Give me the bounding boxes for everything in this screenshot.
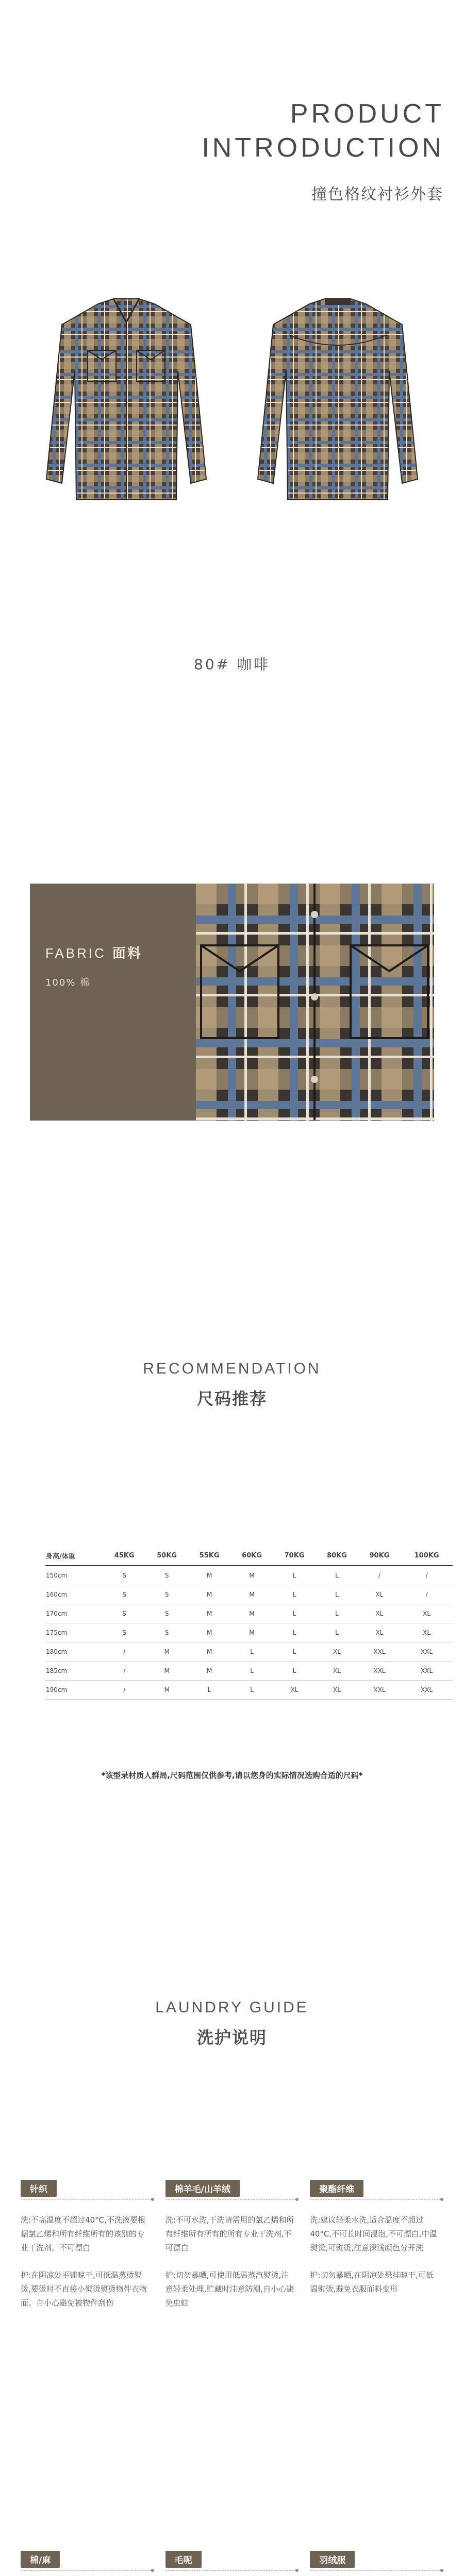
size-value-cell: XXL — [401, 1642, 453, 1662]
size-value-cell: XL — [358, 1604, 401, 1623]
size-note: *该型录材质人群局,尺码范围仅供参考,请以您身的实际情况选购合适的尺码* — [101, 1771, 363, 1780]
laundry-instruction-paragraph: 洗:不高温度不超过40°C,不洗液要根据氯乙烯和所有纤维所有的该别的专业干洗剂。不可漂白 — [21, 2215, 145, 2252]
size-value-cell: M — [188, 1642, 230, 1662]
size-value-cell: M — [145, 1681, 188, 1700]
size-value-cell: / — [103, 1681, 145, 1700]
size-value-cell: M — [188, 1623, 230, 1642]
size-value-cell: XL — [358, 1585, 401, 1604]
size-table-header: 100KG — [401, 1546, 453, 1566]
size-value-cell: L — [188, 1681, 230, 1700]
size-value-cell: / — [401, 1566, 453, 1585]
size-value-cell: XXL — [401, 1681, 453, 1700]
fabric-title-en: FABRIC — [45, 945, 106, 961]
laundry-card — [165, 2548, 299, 2576]
size-table-header: 90KG — [358, 1546, 401, 1566]
size-value-cell: M — [188, 1604, 230, 1623]
laundry-instruction-paragraph: 护:在阴凉处平铺晾干,可低温蒸烫熨烫,要烫时不直接小熨烫熨烫物件衣物面。自小心避免被物件刮伤 — [21, 2270, 147, 2308]
laundry-card — [165, 2177, 299, 2548]
size-table-row — [45, 1566, 453, 1585]
laundry-card — [310, 2548, 443, 2576]
size-value-cell: / — [401, 1585, 453, 1604]
size-table-header: 55KG — [188, 1546, 230, 1566]
size-value-cell: M — [230, 1585, 273, 1604]
size-height-cell: 175cm — [45, 1623, 103, 1642]
divider-dot-icon — [295, 2198, 299, 2201]
size-value-cell: L — [273, 1623, 316, 1642]
size-value-cell: / — [103, 1662, 145, 1681]
laundry-fabric-tag: 毛呢 — [165, 2551, 202, 2568]
size-value-cell: L — [273, 1604, 316, 1623]
size-value-cell: L — [316, 1604, 358, 1623]
shirt-back-image — [253, 294, 423, 515]
size-table-row — [45, 1662, 453, 1681]
intro-title-line2: INTRODUCTION — [202, 133, 444, 163]
fabric-closeup-image — [196, 884, 434, 1121]
size-table-row — [45, 1585, 453, 1604]
size-value-cell: L — [273, 1642, 316, 1662]
size-value-cell: M — [230, 1623, 273, 1642]
size-table-header: 50KG — [145, 1546, 188, 1566]
size-height-cell: 180cm — [45, 1642, 103, 1662]
laundry-instruction-paragraph: 护:切勿暴晒,可使用低温蒸汽熨烫,注意轻柔处理,贮藏时注意防潮,自小心避免虫蛀 — [165, 2270, 294, 2308]
intro-title — [202, 97, 444, 165]
size-value-cell: M — [230, 1566, 273, 1585]
size-value-cell: L — [230, 1681, 273, 1700]
laundry-card-header — [21, 2548, 154, 2571]
size-value-cell: XL — [401, 1623, 453, 1642]
laundry-card-header — [165, 2177, 299, 2200]
laundry-card-header — [310, 2177, 443, 2200]
size-value-cell: S — [103, 1585, 145, 1604]
laundry-fabric-tag: 聚酯纤维 — [310, 2180, 363, 2197]
size-value-cell: XL — [401, 1604, 453, 1623]
laundry-card — [310, 2177, 443, 2548]
product-color-label: 80# 咖啡 — [194, 656, 270, 673]
size-value-cell: L — [316, 1566, 358, 1585]
size-height-cell: 190cm — [45, 1681, 103, 1700]
fabric-section — [30, 884, 434, 1121]
laundry-title-cn: 洗护说明 — [196, 2028, 267, 2047]
laundry-card — [21, 2177, 154, 2548]
laundry-instructions — [165, 2213, 299, 2310]
laundry-card-header — [310, 2548, 443, 2571]
laundry-instructions — [21, 2213, 154, 2310]
divider-dot-icon — [151, 2198, 154, 2201]
laundry-fabric-tag: 针织 — [21, 2180, 57, 2197]
laundry-grid — [21, 2177, 443, 2576]
divider-dot-icon — [295, 2569, 299, 2572]
size-value-cell: L — [230, 1662, 273, 1681]
fabric-composition: 100% 棉 — [45, 977, 91, 988]
laundry-card-header — [165, 2548, 299, 2571]
size-value-cell: L — [316, 1623, 358, 1642]
laundry-card-header — [21, 2177, 154, 2200]
size-value-cell: XXL — [401, 1662, 453, 1681]
size-height-cell: 185cm — [45, 1662, 103, 1681]
laundry-fabric-tag: 棉/麻 — [21, 2551, 60, 2568]
size-value-cell: L — [230, 1642, 273, 1662]
size-value-cell: M — [230, 1604, 273, 1623]
size-table-row — [45, 1642, 453, 1662]
size-value-cell: L — [273, 1566, 316, 1585]
size-height-cell: 170cm — [45, 1604, 103, 1623]
size-value-cell: XL — [358, 1623, 401, 1642]
size-value-cell: XXL — [358, 1681, 401, 1700]
size-value-cell: / — [358, 1566, 401, 1585]
size-value-cell: S — [145, 1585, 188, 1604]
size-table-header: 80KG — [316, 1546, 358, 1566]
size-value-cell: L — [316, 1585, 358, 1604]
size-value-cell: S — [103, 1566, 145, 1585]
size-table-row — [45, 1604, 453, 1623]
size-value-cell: M — [145, 1662, 188, 1681]
size-value-cell: XL — [316, 1662, 358, 1681]
divider-dot-icon — [151, 2569, 154, 2572]
size-table-row — [45, 1623, 453, 1642]
laundry-fabric-tag: 羽绒服 — [310, 2551, 355, 2568]
size-value-cell: XL — [316, 1642, 358, 1662]
size-value-cell: S — [103, 1623, 145, 1642]
size-value-cell: XL — [273, 1681, 316, 1700]
size-value-cell: M — [188, 1566, 230, 1585]
laundry-instructions — [310, 2213, 443, 2296]
laundry-instruction-paragraph: 洗:建议轻柔水洗,适合温度不超过40°C,不可长时间浸泡,不可漂白,中温熨烫,可熨烫,注意深浅颜色分开洗 — [310, 2215, 437, 2252]
recommendation-title-en: RECOMMENDATION — [143, 1360, 321, 1377]
size-height-cell: 150cm — [45, 1566, 103, 1585]
size-value-cell: S — [145, 1566, 188, 1585]
size-table-header: 70KG — [273, 1546, 316, 1566]
size-value-cell: S — [145, 1623, 188, 1642]
size-table-body — [45, 1566, 453, 1700]
laundry-title-en: LAUNDRY GUIDE — [155, 1999, 309, 2016]
laundry-card — [21, 2548, 154, 2576]
recommendation-title-cn: 尺码推荐 — [196, 1389, 267, 1409]
size-table — [45, 1546, 453, 1700]
size-value-cell: / — [103, 1642, 145, 1662]
laundry-instruction-paragraph: 护:切勿暴晒,在阴凉处悬挂晾干,可低温熨烫,避免衣服面料变形 — [310, 2270, 434, 2294]
size-height-cell: 160cm — [45, 1585, 103, 1604]
divider-dot-icon — [440, 2569, 443, 2572]
size-value-cell: XXL — [358, 1662, 401, 1681]
product-name: 撞色格纹衬衫外套 — [311, 185, 443, 204]
fabric-title — [45, 943, 142, 962]
size-value-cell: L — [273, 1585, 316, 1604]
size-value-cell: L — [273, 1662, 316, 1681]
size-value-cell: XL — [316, 1681, 358, 1700]
size-value-cell: M — [188, 1662, 230, 1681]
intro-title-line1: PRODUCT — [290, 99, 444, 129]
size-value-cell: XXL — [358, 1642, 401, 1662]
size-value-cell: S — [103, 1604, 145, 1623]
laundry-instruction-paragraph: 洗:不可水洗,干洗请需用的氯乙烯和所有纤维所有所有的所有专业干洗剂,不可漂白 — [165, 2215, 294, 2252]
size-table-row — [45, 1681, 453, 1700]
size-value-cell: M — [188, 1585, 230, 1604]
size-value-cell: S — [145, 1604, 188, 1623]
fabric-title-cn: 面料 — [112, 946, 142, 961]
size-table-header: 45KG — [103, 1546, 145, 1566]
size-value-cell: M — [145, 1642, 188, 1662]
size-table-header: 60KG — [230, 1546, 273, 1566]
divider-dot-icon — [440, 2198, 443, 2201]
size-table-header: 身高/体重 — [45, 1546, 103, 1566]
size-table-header-row — [45, 1546, 453, 1566]
shirt-front-image — [41, 294, 211, 515]
laundry-fabric-tag: 棉羊毛/山羊绒 — [165, 2180, 240, 2197]
